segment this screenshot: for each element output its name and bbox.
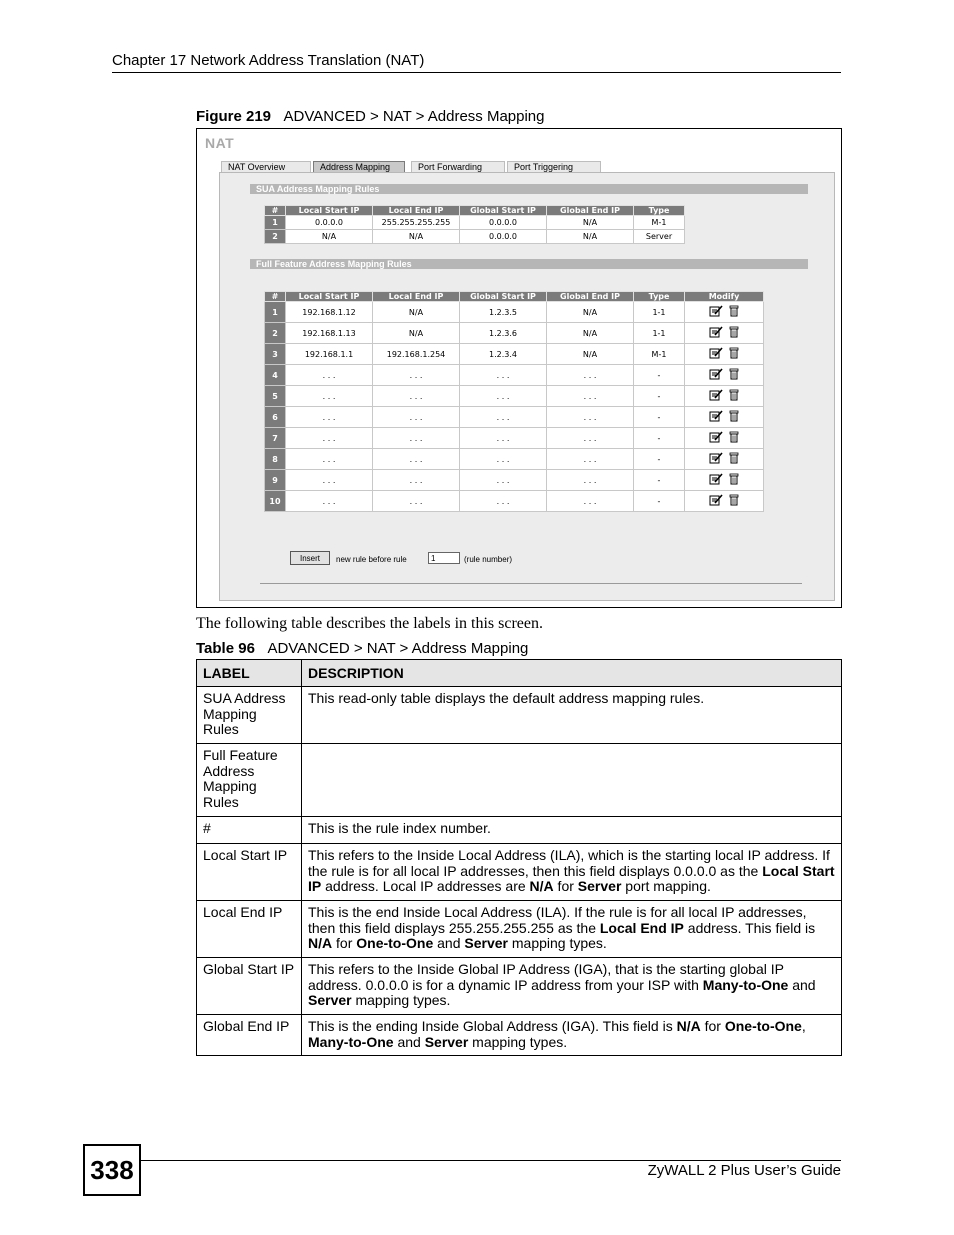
description-text: This refers to the Inside Global IP Address (IGA), that is the starting global IP address. 0.0.0.0 is for a dynamic IP address from your ISP with [308,961,784,993]
tab-port-forwarding[interactable]: Port Forwarding [411,161,505,172]
table-cell [634,365,685,386]
cell-text: 4 [272,370,278,380]
footer-rule [141,1160,841,1161]
delete-icon[interactable] [729,389,739,403]
table-cell [373,230,460,244]
column-header: Type [634,292,685,302]
row-label: Full Feature Address Mapping Rules [197,744,302,817]
label-description-table [196,659,842,1056]
table-row [197,901,842,958]
cell-text: 1.2.3.5 [489,307,517,317]
cell-text: 255.255.255.255 [381,218,451,227]
cell-text: 7 [272,433,278,443]
row-description [302,901,842,958]
edit-icon[interactable] [709,347,723,361]
row-label: SUA Address Mapping Rules [197,687,302,744]
cell-text: . . . [496,454,510,464]
cell-text: . . . [583,496,597,506]
cell-text: N/A [582,232,598,241]
table-cell [460,470,547,491]
row-index [265,386,286,407]
table-cell [373,407,460,428]
table-row [265,449,764,470]
modify-cell [685,344,764,365]
modify-cell [685,323,764,344]
rule-number-input[interactable]: 1 [428,552,460,564]
cell-text: . . . [322,454,336,464]
row-description [302,1015,842,1056]
column-header: Global End IP [547,292,634,302]
table-cell [634,449,685,470]
cell-text: 5 [272,391,278,401]
table-cell [373,428,460,449]
column-header: Global Start IP [460,292,547,302]
description-text: This is the rule index number. [308,820,491,836]
table-cell [460,302,547,323]
table-cell [286,386,373,407]
row-index [265,428,286,449]
table-cell [547,428,634,449]
cell-text: . . . [583,412,597,422]
description-text: for [553,878,578,894]
table-row [265,230,685,244]
cell-text: - [657,412,661,422]
cell-text: M-1 [651,218,667,227]
table-row [197,844,842,901]
row-index [265,491,286,512]
emphasis-text: Local Start IP [308,862,835,894]
table-cell [547,491,634,512]
cell-text: M-1 [651,349,667,359]
table-cell [286,470,373,491]
table-row [265,302,764,323]
emphasis-text: Server [308,992,352,1008]
table-cell [460,449,547,470]
cell-text: 0.0.0.0 [489,218,517,227]
tab-address-mapping[interactable]: Address Mapping [313,161,405,172]
row-label: Local End IP [197,901,302,958]
cell-text: - [657,475,661,485]
row-index [265,365,286,386]
column-header: Local Start IP [286,206,373,216]
table-row [197,817,842,844]
row-description [302,844,842,901]
sua-rules-table [264,205,685,244]
emphasis-text: Many-to-One [702,976,789,993]
edit-icon[interactable] [709,368,723,382]
chapter-header: Chapter 17 Network Address Translation (NAT) [112,52,425,69]
description-text: for [332,935,357,951]
table-caption [196,640,528,657]
table-cell [634,302,685,323]
table-cell [634,344,685,365]
cell-text: . . . [496,475,510,485]
table-cell [286,407,373,428]
column-header: Modify [685,292,764,302]
column-header: Global Start IP [460,206,547,216]
description-text: , [801,1018,806,1034]
cell-text: . . . [322,496,336,506]
description-text: mapping types. [507,935,607,951]
table-cell [634,491,685,512]
row-index [265,230,286,244]
cell-text: 1-1 [652,328,666,338]
description-text: port mapping. [621,878,711,894]
row-label: Global End IP [197,1015,302,1056]
table-cell [286,323,373,344]
cell-text: N/A [582,218,598,227]
full-feature-rules-table [264,291,764,512]
cell-text: . . . [583,391,597,401]
modify-cell [685,407,764,428]
emphasis-text: One-to-One [724,1018,802,1034]
modify-cell [685,386,764,407]
table-cell [547,449,634,470]
description-text: and [393,1033,425,1050]
cell-text: . . . [409,496,423,506]
ff-section-title: Full Feature Address Mapping Rules [250,259,808,269]
emphasis-text: N/A [529,878,554,894]
modify-cell [685,428,764,449]
description-text: This is the end Inside Local Address (ILA). If the rule is for all local IP addresses, then this field displays 255.255.255.255 as the [308,904,807,936]
table-cell [373,386,460,407]
cell-text: . . . [322,370,336,380]
table-cell [373,323,460,344]
cell-text: . . . [496,433,510,443]
edit-icon[interactable] [709,305,723,319]
cell-text: . . . [322,412,336,422]
table-cell [547,230,634,244]
cell-text: 0.0.0.0 [489,232,517,241]
delete-icon[interactable] [729,326,739,340]
row-description [302,958,842,1015]
table-cell [547,302,634,323]
insert-button[interactable]: Insert [290,551,330,565]
cell-text: N/A [582,328,598,338]
cell-text: N/A [408,307,424,317]
table-cell [634,230,685,244]
cell-text: . . . [583,475,597,485]
table-row [265,470,764,491]
cell-text: Server [645,232,673,241]
table-cell [286,216,373,230]
table-cell [460,491,547,512]
row-label: Local Start IP [197,844,302,901]
cell-text: N/A [582,349,598,359]
edit-icon[interactable] [709,473,723,487]
table-row [197,744,842,817]
description-text: mapping types. [468,1033,568,1050]
table-cell [286,449,373,470]
emphasis-text: Server [464,935,508,951]
table-cell [547,386,634,407]
cell-text: . . . [409,370,423,380]
description-text: for [700,1018,725,1034]
description-text: address. Local IP addresses are [321,878,530,894]
description-text: and [788,976,816,993]
row-label: Global Start IP [197,958,302,1015]
delete-icon[interactable] [729,473,739,487]
cell-text: N/A [408,328,424,338]
table-row [197,958,842,1015]
table-cell [286,344,373,365]
row-index [265,216,286,230]
table-row [197,687,842,744]
cell-text: 9 [272,475,278,485]
table-cell [286,302,373,323]
delete-icon[interactable] [729,410,739,424]
row-index [265,344,286,365]
column-header: # [265,206,286,216]
table-cell [286,230,373,244]
description-text: address. This field is [683,919,816,936]
modify-cell [685,365,764,386]
cell-text: - [657,391,661,401]
table-row [197,1015,842,1056]
cell-text: 10 [269,496,281,506]
table-cell [373,449,460,470]
figure-title: ADVANCED > NAT > Address Mapping [283,108,545,125]
table-row [265,491,764,512]
row-description [302,744,842,817]
table-label: Table 96 [196,640,255,657]
cell-text: - [657,496,661,506]
cell-text: . . . [409,475,423,485]
cell-text: . . . [409,391,423,401]
table-cell [634,386,685,407]
delete-icon[interactable] [729,305,739,319]
cell-text: 3 [272,349,278,359]
table-cell [547,216,634,230]
column-header: Local End IP [373,292,460,302]
edit-icon[interactable] [709,410,723,424]
cell-text: 192.168.1.13 [302,328,356,338]
cell-text: 192.168.1.254 [386,349,446,359]
table-cell [460,428,547,449]
description-text: This read-only table displays the default address mapping rules. [308,690,705,706]
cell-text: - [657,454,661,464]
tab-nat-overview[interactable]: NAT Overview [221,161,311,172]
table-cell [634,428,685,449]
table-cell [373,344,460,365]
cell-text: 8 [272,454,278,464]
cell-text: 2 [272,232,278,241]
description-text: mapping types. [351,992,451,1008]
modify-cell [685,470,764,491]
table-cell [460,230,547,244]
cell-text: . . . [583,370,597,380]
row-description [302,687,842,744]
cell-text: - [657,370,661,380]
table-cell [547,344,634,365]
description-text: This refers to the Inside Local Address (ILA), which is the starting local IP address. If the rule is for all local IP addresses, then this field displays 0.0.0.0 as the [308,847,830,879]
cell-text: . . . [496,370,510,380]
panel-divider [260,583,802,584]
modify-cell [685,449,764,470]
cell-text: . . . [322,475,336,485]
delete-icon[interactable] [729,347,739,361]
cell-text: 192.168.1.1 [304,349,354,359]
table-title: ADVANCED > NAT > Address Mapping [267,640,529,657]
edit-icon[interactable] [709,326,723,340]
table-cell [634,470,685,491]
cell-text: 1 [272,307,278,317]
description-text: This is the ending Inside Global Address (IGA). This field is [308,1018,677,1034]
cell-text: . . . [322,391,336,401]
table-cell [286,365,373,386]
table-cell [547,365,634,386]
emphasis-text: N/A [308,935,333,951]
table-row [265,407,764,428]
edit-icon[interactable] [709,389,723,403]
cell-text: 2 [272,328,278,338]
cell-text: 1-1 [652,307,666,317]
label-column-header: LABEL [197,660,302,687]
row-index [265,449,286,470]
table-cell [547,323,634,344]
emphasis-text: One-to-One [356,935,434,951]
cell-text: . . . [583,433,597,443]
table-cell [547,407,634,428]
delete-icon[interactable] [729,368,739,382]
cell-text: 1 [272,218,278,227]
figure-caption [196,108,545,125]
emphasis-text: Server [424,1033,469,1050]
cell-text: . . . [322,433,336,443]
table-row [265,216,685,230]
tab-port-triggering[interactable]: Port Triggering [507,161,601,172]
figure-label: Figure 219 [196,108,272,125]
cell-text: . . . [496,391,510,401]
row-description [302,817,842,844]
table-cell [373,216,460,230]
table-cell [460,216,547,230]
modify-cell [685,302,764,323]
column-header: Global End IP [547,206,634,216]
table-row [265,344,764,365]
table-cell [460,386,547,407]
screen-title: NAT [205,135,235,151]
cell-text: 1.2.3.4 [489,349,517,359]
table-cell [634,323,685,344]
edit-icon[interactable] [709,452,723,466]
cell-text: 0.0.0.0 [315,218,343,227]
description-column-header: DESCRIPTION [302,660,842,687]
cell-text: . . . [496,496,510,506]
table-cell [373,365,460,386]
emphasis-text: Many-to-One [308,1033,394,1050]
description-text: and [433,935,465,951]
delete-icon[interactable] [729,494,739,508]
edit-icon[interactable] [709,494,723,508]
cell-text: N/A [321,232,337,241]
guide-title: ZyWALL 2 Plus User’s Guide [647,1162,841,1179]
page-number: 338 [83,1144,141,1196]
emphasis-text: Local End IP [599,919,684,936]
insert-hint: (rule number) [464,555,513,564]
delete-icon[interactable] [729,452,739,466]
table-row [265,365,764,386]
cell-text: . . . [409,433,423,443]
address-mapping-panel [219,172,835,601]
row-index [265,407,286,428]
cell-text: 6 [272,412,278,422]
column-header: Local Start IP [286,292,373,302]
cell-text: . . . [409,454,423,464]
table-cell [634,407,685,428]
row-index [265,323,286,344]
table-cell [373,491,460,512]
table-cell [373,302,460,323]
delete-icon[interactable] [729,431,739,445]
cell-text: 1.2.3.6 [489,328,517,338]
insert-label: new rule before rule [336,555,407,564]
table-cell [460,407,547,428]
row-index [265,470,286,491]
cell-text: - [657,433,661,443]
cell-text: 192.168.1.12 [302,307,356,317]
table-cell [634,216,685,230]
header-rule [112,72,841,73]
cell-text: . . . [496,412,510,422]
table-row [265,386,764,407]
intro-text: The following table describes the labels in this screen. [196,615,544,632]
modify-cell [685,491,764,512]
emphasis-text: N/A [676,1018,701,1034]
table-cell [286,428,373,449]
sua-section-title: SUA Address Mapping Rules [250,184,808,194]
table-cell [460,365,547,386]
table-cell [547,470,634,491]
cell-text: . . . [409,412,423,422]
edit-icon[interactable] [709,431,723,445]
table-cell [286,491,373,512]
table-cell [373,470,460,491]
column-header: # [265,292,286,302]
column-header: Type [634,206,685,216]
column-header: Local End IP [373,206,460,216]
cell-text: N/A [582,307,598,317]
emphasis-text: Server [577,878,622,894]
table-row [265,323,764,344]
cell-text: . . . [583,454,597,464]
table-cell [460,323,547,344]
cell-text: N/A [408,232,424,241]
table-cell [460,344,547,365]
nat-screenshot [196,128,842,608]
row-label: # [197,817,302,844]
row-index [265,302,286,323]
table-row [265,428,764,449]
